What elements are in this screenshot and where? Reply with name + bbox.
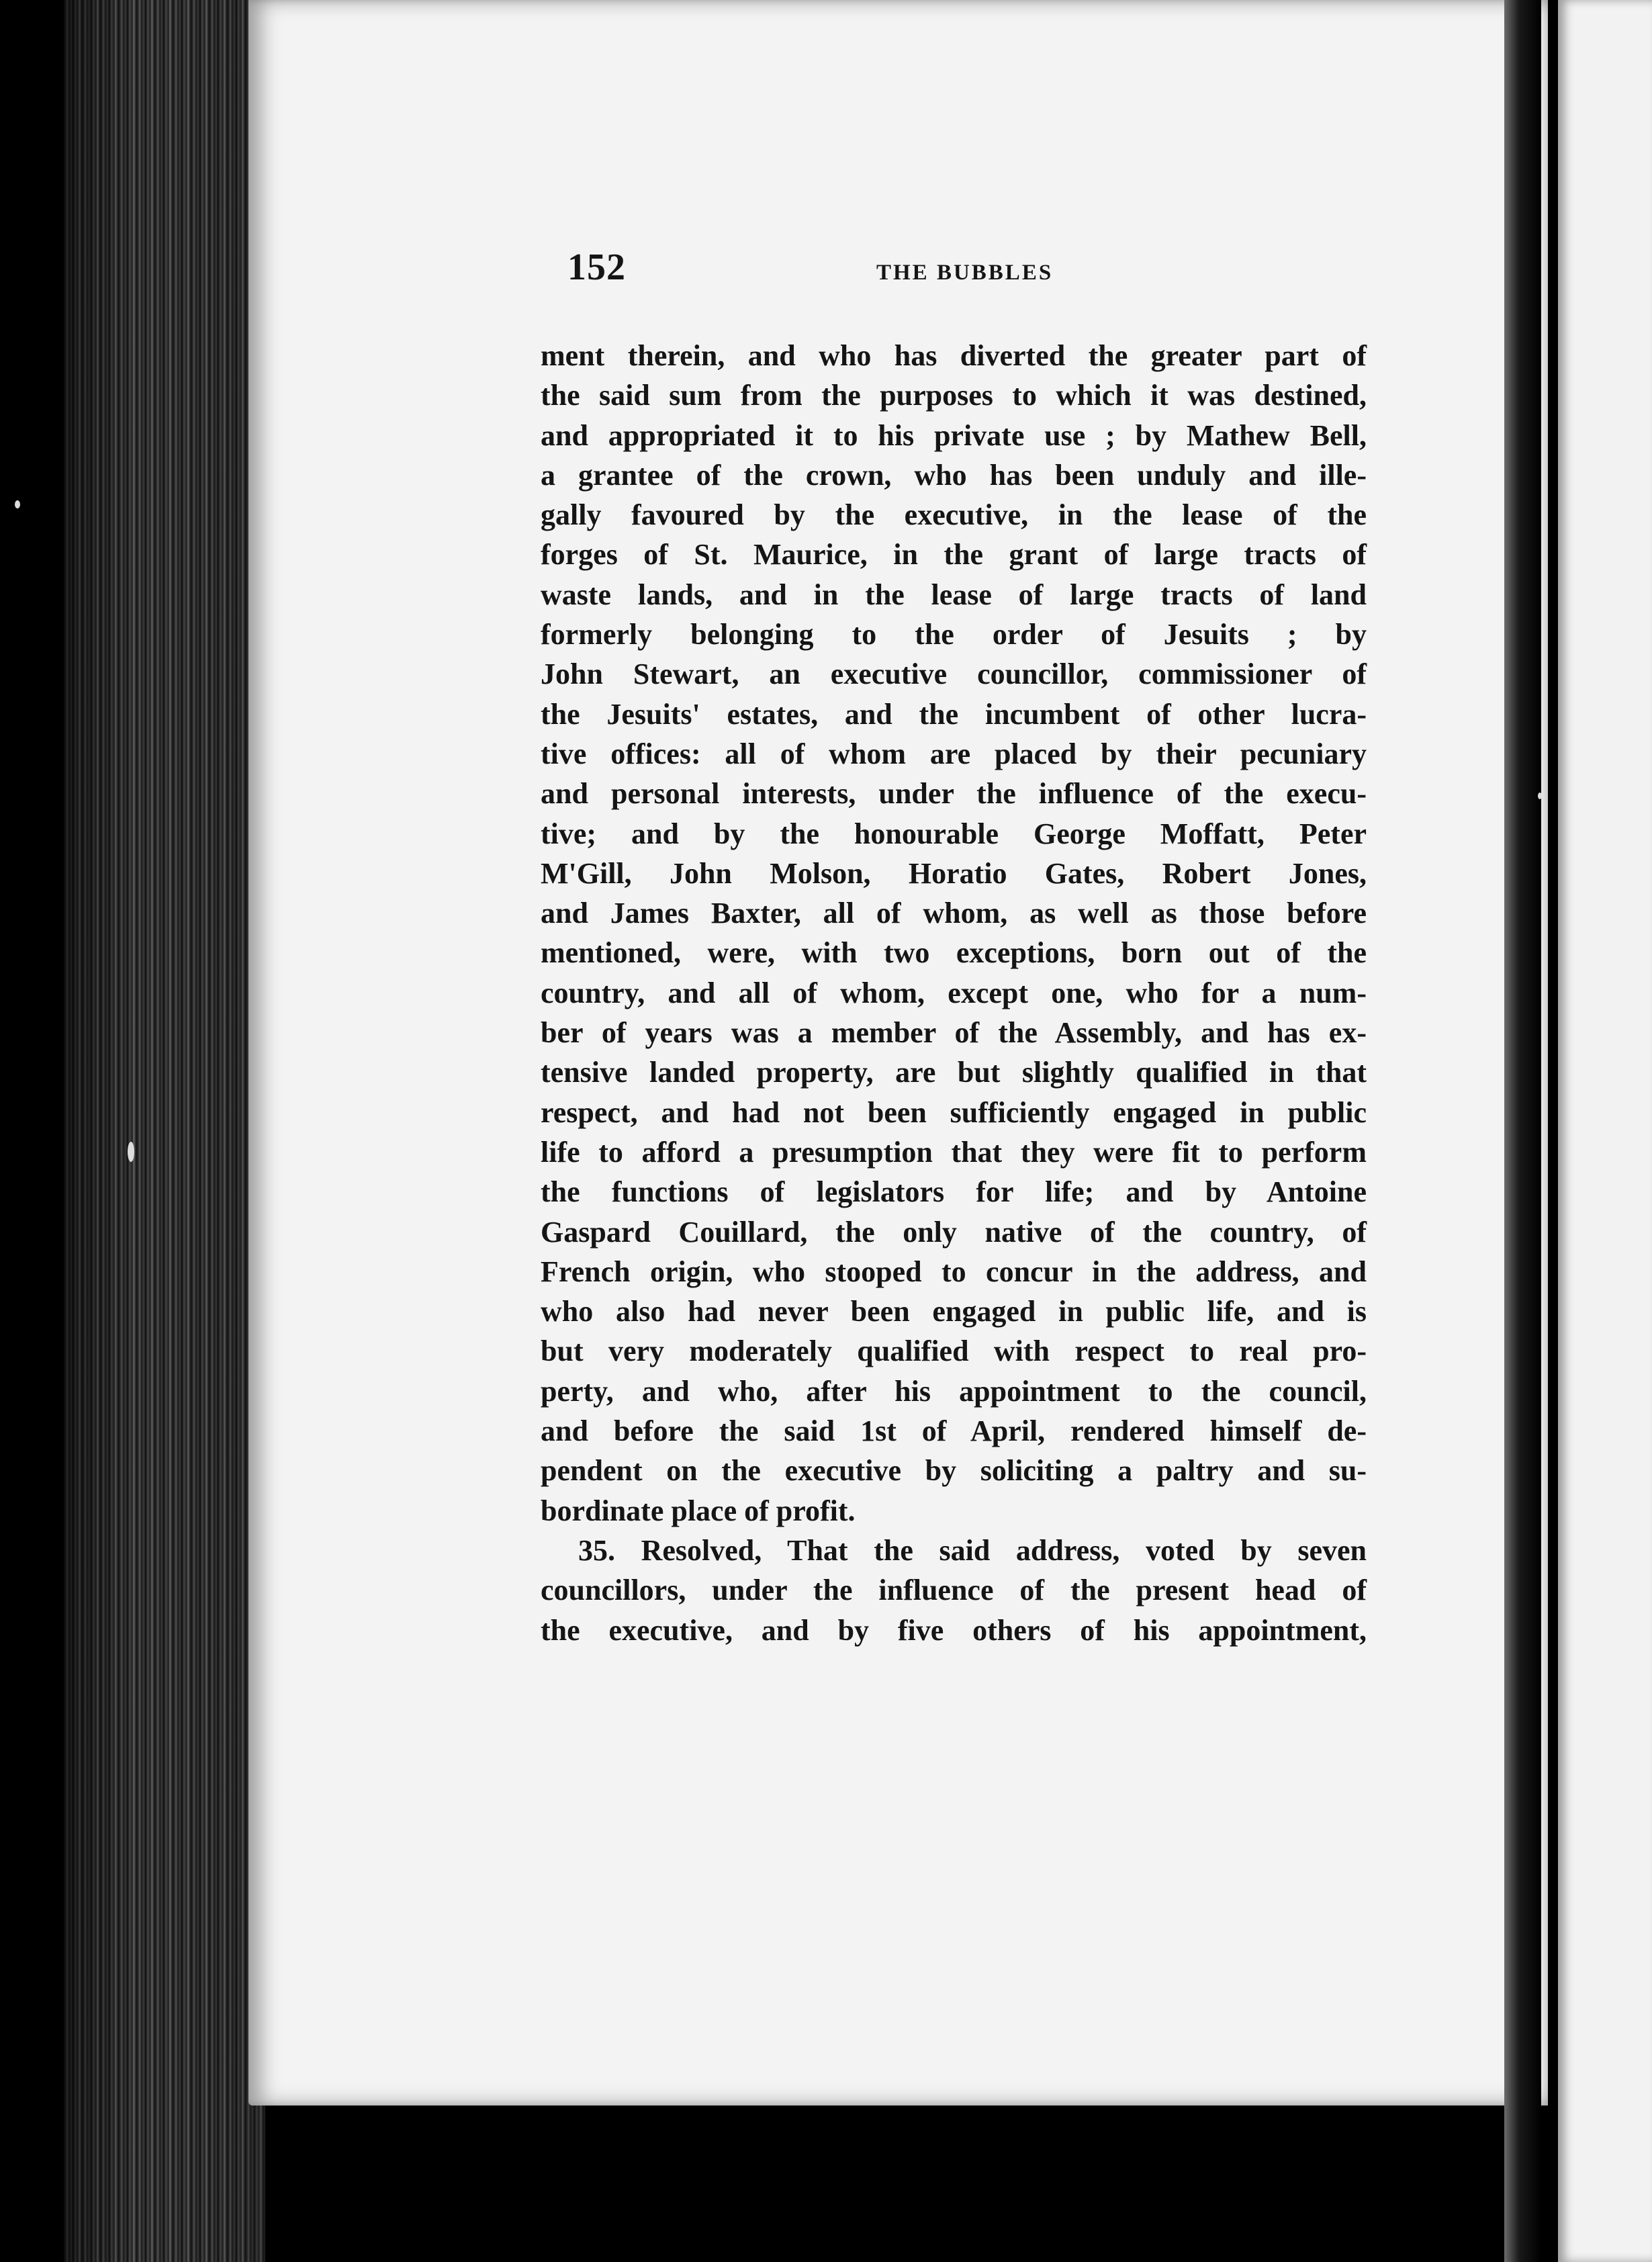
book-page-edges: [64, 0, 265, 2262]
text-line: life to afford a presumption that they were fit to perform: [541, 1135, 1367, 1169]
text-line: and James Baxter, all of whom, as well as those before: [541, 897, 1367, 930]
margin-speck: [15, 500, 20, 508]
margin-speck: [128, 1142, 134, 1162]
text-line: 35. Resolved, That the said address, voted by seven: [578, 1533, 1367, 1567]
text-line: mentioned, were, with two exceptions, born out of the: [541, 936, 1367, 970]
text-line: and appropriated it to his private use ; by Mathew Bell,: [541, 418, 1367, 452]
text-line: the executive, and by five others of his appointment,: [541, 1613, 1367, 1647]
page-header: [567, 246, 1078, 300]
text-line: the functions of legislators for life; and by Antoine: [541, 1175, 1367, 1209]
text-line: councillors, under the influence of the present head of: [541, 1574, 1367, 1607]
text-line: a grantee of the crown, who has been unduly and ille-: [541, 458, 1367, 492]
text-line: the said sum from the purposes to which it was destined,: [541, 379, 1367, 412]
text-line: and before the said 1st of April, rendered himself de-: [541, 1414, 1367, 1448]
text-line: pendent on the executive by soliciting a paltry and su-: [541, 1454, 1367, 1488]
text-line: John Stewart, an executive councillor, commissioner of: [541, 658, 1367, 691]
facing-page-edge: [1558, 0, 1652, 2262]
text-line: tive offices: all of whom are placed by their pecuniary: [541, 737, 1367, 770]
text-line: waste lands, and in the lease of large tracts of land: [541, 578, 1367, 611]
text-line: gally favoured by the executive, in the lease of the: [541, 498, 1367, 532]
text-line: perty, and who, after his appointment to the council,: [541, 1374, 1367, 1408]
text-line: ment therein, and who has diverted the greater part of: [541, 339, 1367, 372]
text-line: and personal interests, under the influence of the execu-: [541, 777, 1367, 811]
text-line: country, and all of whom, except one, who for a num-: [541, 976, 1367, 1009]
text-line: tive; and by the honourable George Moffatt, Peter: [541, 817, 1367, 850]
body-text: [541, 336, 1367, 1650]
book-gutter: [1504, 0, 1541, 2262]
text-line: formerly belonging to the order of Jesuits ; by: [541, 618, 1367, 651]
text-line: forges of St. Maurice, in the grant of large tracts of: [541, 538, 1367, 572]
page-number: 152: [567, 246, 626, 288]
text-line: respect, and had not been sufficiently engaged in public: [541, 1095, 1367, 1129]
text-line: the Jesuits' estates, and the incumbent of other lucra-: [541, 697, 1367, 731]
margin-speck: [1538, 793, 1542, 799]
text-line: Gaspard Couillard, the only native of the country, of: [541, 1215, 1367, 1249]
text-line: tensive landed property, are but slightly qualified in that: [541, 1056, 1367, 1089]
text-line: ber of years was a member of the Assembly, and has ex-: [541, 1016, 1367, 1050]
text-line: but very moderately qualified with respect to real pro-: [541, 1334, 1367, 1368]
text-line: who also had never been engaged in public life, and is: [541, 1295, 1367, 1328]
text-line: bordinate place of profit.: [541, 1494, 856, 1527]
text-line: French origin, who stooped to concur in the address, and: [541, 1255, 1367, 1288]
running-head: THE BUBBLES: [876, 261, 1054, 285]
text-line: M'Gill, John Molson, Horatio Gates, Robert Jones,: [541, 856, 1367, 890]
